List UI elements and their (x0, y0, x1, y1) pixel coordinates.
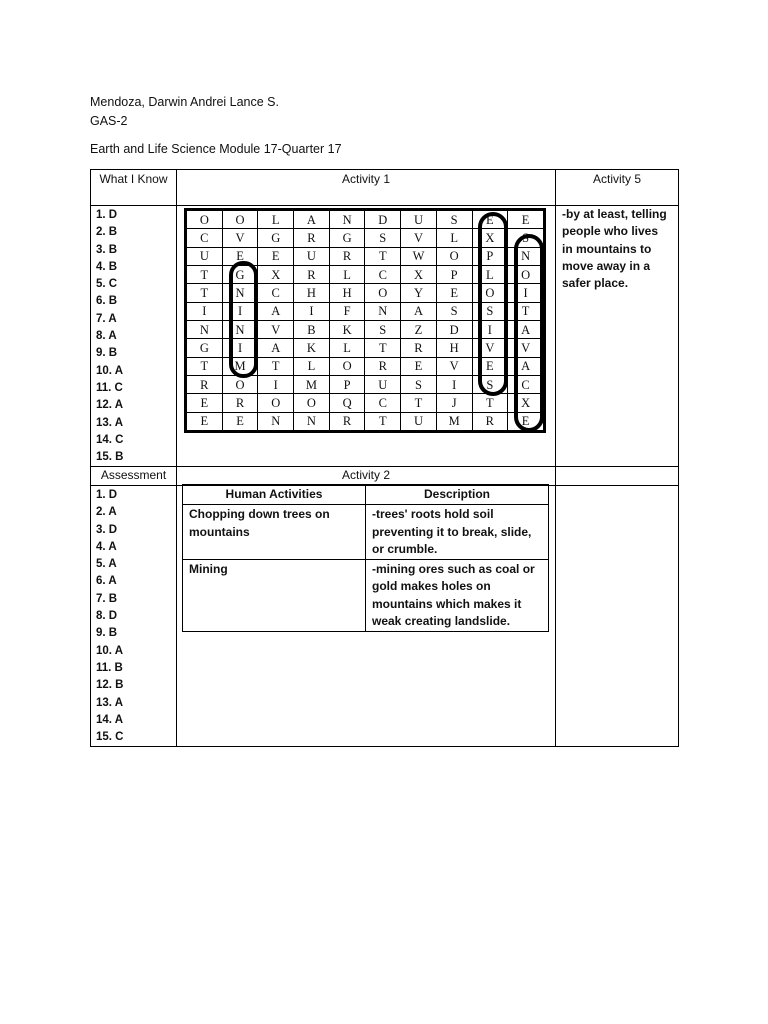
grid-cell: N (294, 412, 330, 430)
grid-cell: E (258, 247, 294, 265)
activity5-cell (555, 205, 679, 467)
grid-cell: V (436, 357, 472, 375)
student-name: Mendoza, Darwin Andrei Lance S. (90, 95, 279, 109)
grid-cell: U (365, 375, 401, 393)
grid-cell: D (365, 211, 401, 229)
grid-cell: N (365, 302, 401, 320)
grid-cell: X (401, 265, 437, 283)
grid-cell: E (187, 412, 223, 430)
grid-cell: E (508, 211, 544, 229)
grid-cell: E (401, 357, 437, 375)
assessment-heading: Assessment (100, 468, 167, 482)
grid-cell: T (365, 412, 401, 430)
answer-item: 14. A (96, 713, 124, 726)
grid-cell: H (329, 284, 365, 302)
answer-item: 3. B (96, 243, 118, 256)
grid-cell: A (294, 211, 330, 229)
answer-item: 8. A (96, 330, 117, 343)
grid-row (187, 247, 544, 265)
grid-cell: J (436, 394, 472, 412)
grid-cell: R (472, 412, 508, 430)
grid-cell: T (365, 247, 401, 265)
grid-cell: A (508, 320, 544, 338)
grid-cell: M (436, 412, 472, 430)
grid-cell: N (222, 284, 258, 302)
grid-cell: Q (329, 394, 365, 412)
grid-cell: V (508, 339, 544, 357)
what-i-know-answers (90, 205, 177, 467)
grid-cell: R (329, 412, 365, 430)
answer-item: 12. B (96, 679, 124, 692)
description-cell: -mining ores such as coal or gold makes holes on mountains which makes it weak creating landslide. (366, 560, 549, 632)
grid-cell: V (222, 229, 258, 247)
header-row (183, 485, 549, 505)
grid-row (187, 229, 544, 247)
grid-cell: W (401, 247, 437, 265)
grid-cell: S (401, 375, 437, 393)
grid-cell: T (508, 302, 544, 320)
answer-item: 4. B (96, 260, 118, 273)
answer-item: 4. A (96, 540, 117, 553)
grid-cell: V (258, 320, 294, 338)
grid-cell: N (222, 320, 258, 338)
answer-item: 1. D (96, 489, 118, 501)
what-i-know-heading-cell (90, 169, 177, 206)
grid-cell: S (472, 302, 508, 320)
what-i-know-heading: What I Know (99, 172, 168, 186)
grid-row (187, 265, 544, 283)
grid-cell: O (365, 284, 401, 302)
answer-item: 13. A (96, 696, 124, 709)
answer-item: 10. A (96, 644, 124, 657)
grid-cell: B (294, 320, 330, 338)
grid-cell: T (401, 394, 437, 412)
answer-item: 2. B (96, 226, 118, 239)
grid-row (187, 339, 544, 357)
empty-heading-cell (555, 466, 679, 486)
activity2-heading: Activity 2 (341, 468, 390, 482)
grid-cell: X (472, 229, 508, 247)
grid-cell: M (294, 375, 330, 393)
grid-cell: D (436, 320, 472, 338)
grid-cell: S (436, 302, 472, 320)
grid-cell: S (472, 375, 508, 393)
grid-cell: F (329, 302, 365, 320)
grid-row (187, 302, 544, 320)
answer-item: 1. D (96, 209, 118, 221)
grid-cell: I (187, 302, 223, 320)
grid-row (187, 375, 544, 393)
table-row (183, 505, 549, 560)
grid-cell: H (294, 284, 330, 302)
grid-cell: C (365, 265, 401, 283)
table-row (183, 560, 549, 632)
grid-cell: E (508, 412, 544, 430)
activity-cell: Chopping down trees on mountains (183, 505, 366, 560)
grid-cell: K (294, 339, 330, 357)
answer-item: 7. B (96, 592, 118, 605)
grid-cell: V (472, 339, 508, 357)
grid-cell: I (472, 320, 508, 338)
activity1-heading-cell (176, 169, 556, 206)
answer-item: 6. B (96, 295, 118, 308)
grid-cell: N (329, 211, 365, 229)
answer-item: 2. A (96, 506, 117, 519)
grid-row (187, 412, 544, 430)
grid-cell: G (258, 229, 294, 247)
assessment-answers (90, 485, 177, 747)
grid-cell: L (436, 229, 472, 247)
answer-item: 8. D (96, 610, 118, 623)
grid-cell: N (258, 412, 294, 430)
grid-cell: I (222, 339, 258, 357)
grid-cell: X (258, 265, 294, 283)
answer-item: 5. C (96, 278, 118, 291)
grid-cell: O (508, 265, 544, 283)
grid-cell: A (508, 357, 544, 375)
grid-cell: O (222, 211, 258, 229)
grid-cell: O (222, 375, 258, 393)
grid-cell: R (329, 247, 365, 265)
grid-cell: T (365, 339, 401, 357)
grid-cell: P (329, 375, 365, 393)
grid-cell: R (401, 339, 437, 357)
grid-cell: R (294, 229, 330, 247)
grid-cell: L (294, 357, 330, 375)
grid-cell: Z (401, 320, 437, 338)
grid-cell: R (222, 394, 258, 412)
grid-cell: U (401, 211, 437, 229)
grid-cell: A (401, 302, 437, 320)
grid-cell: N (508, 247, 544, 265)
answer-item: 13. A (96, 416, 124, 429)
grid-row (187, 320, 544, 338)
answer-item: 9. B (96, 627, 118, 640)
answer-item: 11. B (96, 661, 123, 674)
word-search-grid (184, 208, 546, 433)
grid-cell: R (187, 375, 223, 393)
answer-item: 3. D (96, 523, 118, 536)
grid-cell: C (187, 229, 223, 247)
grid-cell: R (294, 265, 330, 283)
grid-cell: S (436, 211, 472, 229)
grid-cell: G (222, 265, 258, 283)
activity5-heading-cell (555, 169, 679, 206)
answer-item: 11. C (96, 381, 123, 394)
grid-cell: O (294, 394, 330, 412)
grid-cell: T (258, 357, 294, 375)
grid-cell: M (222, 357, 258, 375)
grid-cell: E (472, 211, 508, 229)
grid-cell: E (472, 357, 508, 375)
grid-cell: O (187, 211, 223, 229)
answer-item: 15. B (96, 451, 124, 464)
grid-cell: P (472, 247, 508, 265)
grid-cell: T (187, 265, 223, 283)
grid-cell: E (222, 412, 258, 430)
grid-cell: L (329, 339, 365, 357)
grid-row (187, 284, 544, 302)
grid-cell: P (436, 265, 472, 283)
grid-cell: U (401, 412, 437, 430)
activity5-answer: -by at least, telling people who lives in mountains to move away in a safer place. (562, 207, 667, 291)
grid-cell: C (365, 394, 401, 412)
word-search-table (186, 210, 544, 431)
grid-cell: E (222, 247, 258, 265)
answer-item: 6. A (96, 575, 117, 588)
answer-item: 12. A (96, 399, 124, 412)
grid-cell: O (258, 394, 294, 412)
assessment-heading-cell (90, 466, 177, 486)
grid-cell: H (436, 339, 472, 357)
grid-cell: S (365, 320, 401, 338)
grid-cell: E (436, 284, 472, 302)
grid-cell: I (222, 302, 258, 320)
answer-item: 10. A (96, 364, 124, 377)
activity2-heading-cell (176, 466, 556, 486)
grid-cell: L (472, 265, 508, 283)
grid-cell: O (329, 357, 365, 375)
grid-cell: L (329, 265, 365, 283)
answer-item: 14. C (96, 433, 124, 446)
grid-cell: S (508, 229, 544, 247)
column-header: Human Activities (183, 485, 366, 505)
grid-cell: G (329, 229, 365, 247)
grid-cell: K (329, 320, 365, 338)
activity-cell: Mining (183, 560, 366, 632)
answer-item: 15. C (96, 731, 124, 744)
grid-cell: X (508, 394, 544, 412)
grid-cell: T (187, 284, 223, 302)
grid-cell: C (508, 375, 544, 393)
grid-cell: I (294, 302, 330, 320)
grid-cell: T (187, 357, 223, 375)
grid-cell: Y (401, 284, 437, 302)
description-cell: -trees' roots hold soil preventing it to break, slide, or crumble. (366, 505, 549, 560)
grid-cell: R (365, 357, 401, 375)
grid-row (187, 357, 544, 375)
activity5-heading: Activity 5 (592, 172, 641, 186)
grid-cell: I (258, 375, 294, 393)
grid-cell: V (401, 229, 437, 247)
column-header: Description (366, 485, 549, 505)
grid-cell: G (187, 339, 223, 357)
grid-cell: I (436, 375, 472, 393)
module-title: Earth and Life Science Module 17-Quarter 17 (90, 142, 342, 156)
grid-cell: E (187, 394, 223, 412)
grid-cell: I (508, 284, 544, 302)
grid-cell: T (472, 394, 508, 412)
human-activities-table (182, 484, 549, 632)
grid-cell: L (258, 211, 294, 229)
grid-row (187, 394, 544, 412)
answer-item: 7. A (96, 312, 117, 325)
empty-cell (555, 485, 679, 747)
section-label: GAS-2 (90, 114, 128, 128)
activity1-heading: Activity 1 (341, 172, 390, 186)
grid-cell: U (294, 247, 330, 265)
grid-cell: A (258, 339, 294, 357)
grid-row (187, 211, 544, 229)
grid-cell: U (187, 247, 223, 265)
answer-item: 5. A (96, 558, 117, 571)
answer-item: 9. B (96, 347, 118, 360)
grid-cell: N (187, 320, 223, 338)
grid-cell: S (365, 229, 401, 247)
grid-cell: A (258, 302, 294, 320)
grid-cell: C (258, 284, 294, 302)
grid-cell: O (436, 247, 472, 265)
grid-cell: O (472, 284, 508, 302)
